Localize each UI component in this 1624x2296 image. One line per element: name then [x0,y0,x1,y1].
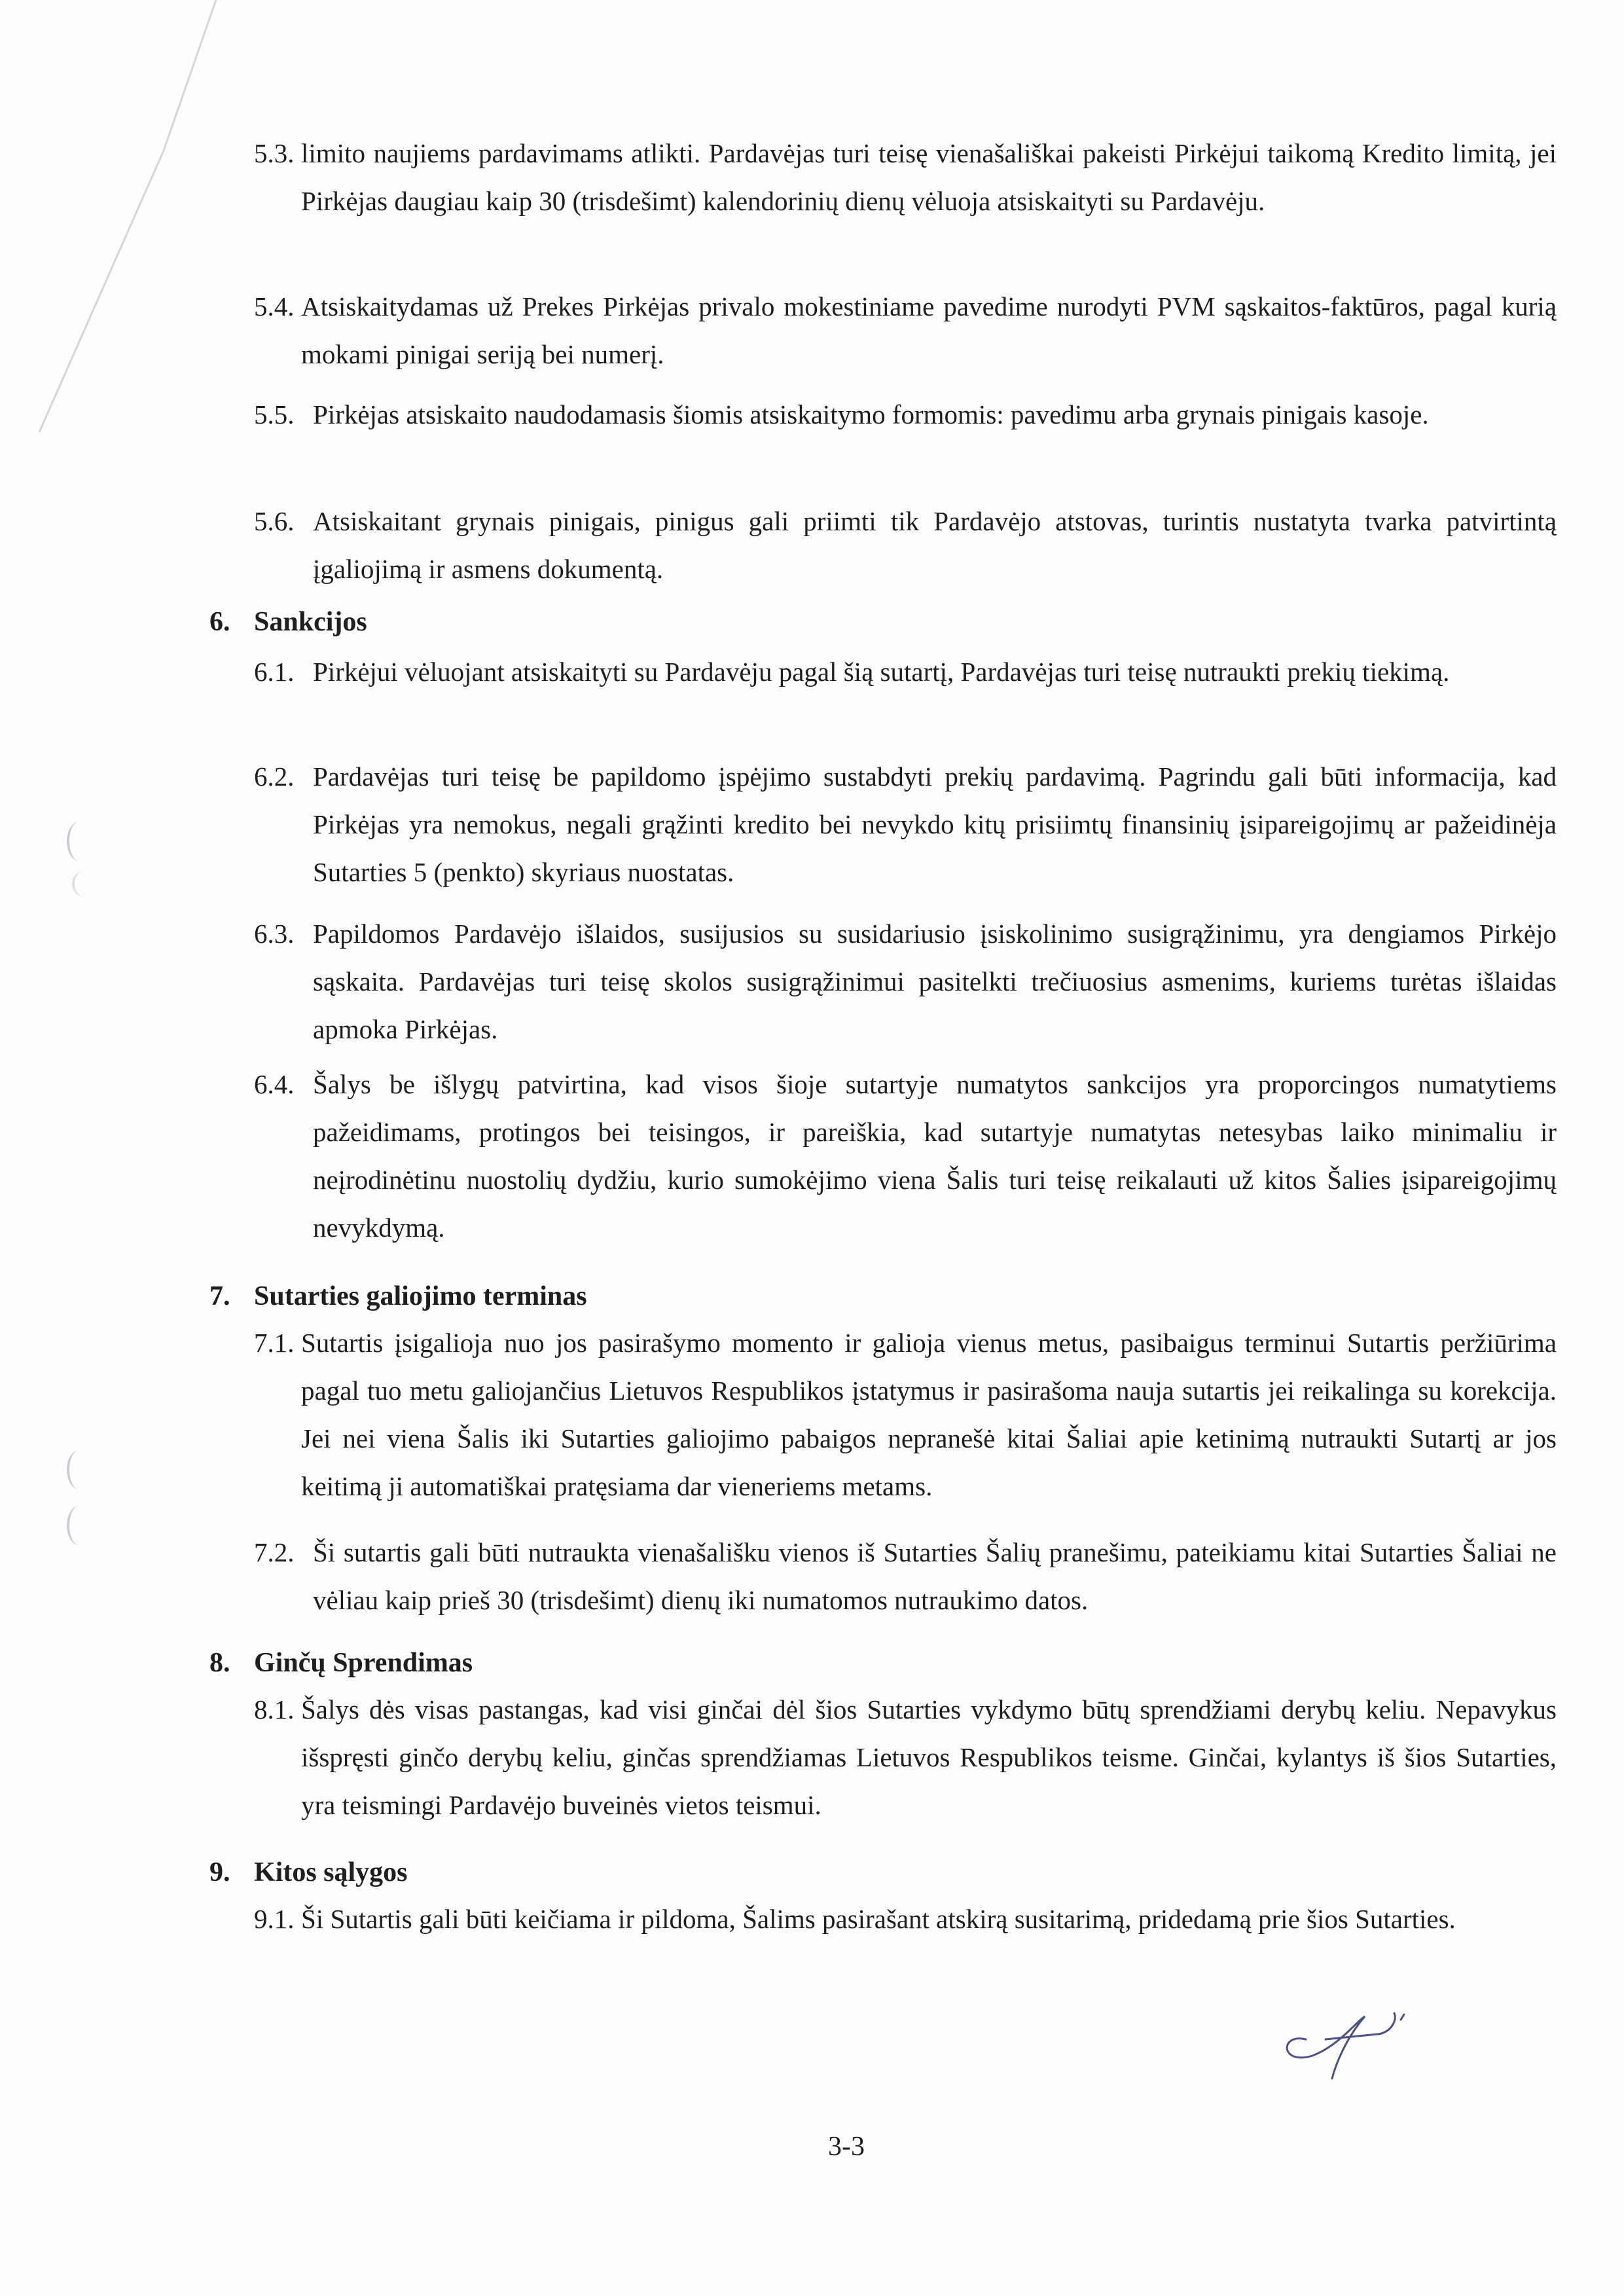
paragraph-number: 6.1. [254,657,295,687]
paragraph-number: 5.5. [254,399,295,429]
paragraph-number: 5.3. [254,138,295,168]
paragraph-number: 5.6. [254,506,295,536]
heading-title: Sutarties galiojimo terminas [254,1281,587,1311]
paragraph-number: 7.1. [254,1328,295,1358]
paragraph-7-1 [254,1319,1557,1510]
paragraph-text: Pirkėjas atsiskaito naudodamasis šiomis atsiskaitymo formomis: pavedimu arba grynais pinigais kasoje. [313,399,1429,429]
page-number: 3-3 [828,2132,865,2162]
paragraph-text: Sutartis įsigalioja nuo jos pasirašymo momento ir galioja vienus metus, pasibaigus terminui Sutartis peržiūrima pagal tuo metu galiojančius Lietuvos Respublikos įstatymus ir pasirašoma nauja sutartis jei reikalinga su korekcija. Jei nei viena Šalis iki Sutarties galiojimo pabaigos nepranešė kitai Šaliai apie ketinimą nutraukti Sutartį ar jos keitimą ji automatiškai pratęsiama dar vieneriems metams. [301,1328,1557,1501]
paragraph-text: Atsiskaitant grynais pinigais, pinigus gali priimti tik Pardavėjo atstovas, turintis nustatyta tvarka patvirtintą įgaliojimą ir asmens dokumentą. [313,506,1557,584]
paragraph-number: 6.3. [254,919,295,949]
heading-number: 7. [209,1281,230,1311]
section-heading-8 [209,1643,473,1683]
heading-title: Sankcijos [254,607,367,637]
section-heading-6 [209,602,367,642]
paragraph-number: 9.1. [254,1904,295,1934]
paragraph-number: 8.1. [254,1694,295,1724]
paragraph-text: limito naujiems pardavimams atlikti. Pardavėjas turi teisę vienašališkai pakeisti Pirkėjui taikomą Kredito limitą, jei Pirkėjas daugiau kaip 30 (trisdešimt) kalendorinių dienų vėluoja atsiskaityti su Pardavėju. [301,138,1557,216]
heading-title: Kitos sąlygos [254,1857,408,1887]
paragraph-text: Pardavėjas turi teisę be papildomo įspėjimo sustabdyti prekių pardavimą. Pagrindu gali būti informacija, kad Pirkėjas yra nemokus, negali grąžinti kredito bei nevykdo kitų prisiimtų finansinių įsipareigojimų ar pažeidinėja Sutarties 5 (penkto) skyriaus nuostatas. [313,761,1557,887]
heading-number: 9. [209,1857,230,1887]
paragraph-number: 6.2. [254,761,295,792]
paragraph-5-5 [254,391,1557,439]
heading-title: Ginčų Sprendimas [254,1648,473,1678]
paragraph-6-3 [254,910,1557,1053]
paragraph-number: 5.4. [254,291,295,321]
paragraph-5-4 [254,283,1557,378]
paragraph-text: Ši sutartis gali būti nutraukta vienašališku vienos iš Sutarties Šalių pranešimu, pateikiamu kitai Sutarties Šaliai ne vėliau kaip prieš 30 (trisdešimt) dienų iki numatomos nutraukimo datos. [313,1537,1557,1615]
heading-number: 6. [209,607,230,637]
punch-hole-mark [67,1450,92,1489]
paragraph-text: Atsiskaitydamas už Prekes Pirkėjas privalo mokestiniame pavedime nurodyti PVM sąskaitos-faktūros, pagal kurią mokami pinigai seriją bei numerį. [301,291,1557,369]
paragraph-text: Ši Sutartis gali būti keičiama ir pildoma, Šalims pasirašant atskirą susitarimą, pridedamą prie šios Sutarties. [301,1904,1456,1934]
section-heading-7 [209,1277,587,1316]
paragraph-6-4 [254,1061,1557,1252]
heading-number: 8. [209,1648,230,1678]
paragraph-number: 6.4. [254,1069,295,1099]
paragraph-text: Šalys be išlygų patvirtina, kad visos šioje sutartyje numatytos sankcijos yra proporcingos numatytiems pažeidimams, protingos bei teisingos, ir pareiškia, kad sutartyje numatytas netesybas laiko minimaliu ir neįrodinėtinu nuostolių dydžiu, kurio sumokėjimo viena Šalis turi teisę reikalauti už kitos Šalies įsipareigojimų nevykdymą. [313,1069,1557,1243]
paragraph-text: Pirkėjui vėluojant atsiskaityti su Pardavėju pagal šią sutartį, Pardavėjas turi teisę nutraukti prekių tiekimą. [313,657,1450,687]
paragraph-8-1 [254,1686,1557,1829]
scan-edge-stroke [0,0,262,524]
paragraph-number: 7.2. [254,1537,295,1567]
punch-hole-mark [67,1506,92,1545]
paragraph-7-2 [254,1529,1557,1624]
paragraph-text: Šalys dės visas pastangas, kad visi ginčai dėl šios Sutarties vykdymo būtų sprendžiami derybų keliu. Nepavykus išspręsti ginčo derybų keliu, ginčas sprendžiamas Lietuvos Respublikos teisme. Ginčai, kylantys iš šios Sutarties, yra teismingi Pardavėjo buveinės vietos teismui. [301,1694,1557,1820]
punch-hole-mark [67,822,92,861]
signature-mark [1267,1994,1424,2085]
paragraph-5-6 [254,498,1557,593]
punch-hole-mark [72,871,97,897]
section-heading-9 [209,1853,408,1892]
paragraph-6-2 [254,753,1557,896]
paragraph-6-1 [254,648,1557,696]
paragraph-9-1 [254,1895,1557,1943]
paragraph-5-3 [254,130,1557,225]
paragraph-text: Papildomos Pardavėjo išlaidos, susijusios su susidariusio įsiskolinimo susigrąžinimu, yra dengiamos Pirkėjo sąskaita. Pardavėjas turi teisę skolos susigrąžinimui pasitelkti trečiuosius asmenims, kuriems turėtas išlaidas apmoka Pirkėjas. [313,919,1557,1044]
